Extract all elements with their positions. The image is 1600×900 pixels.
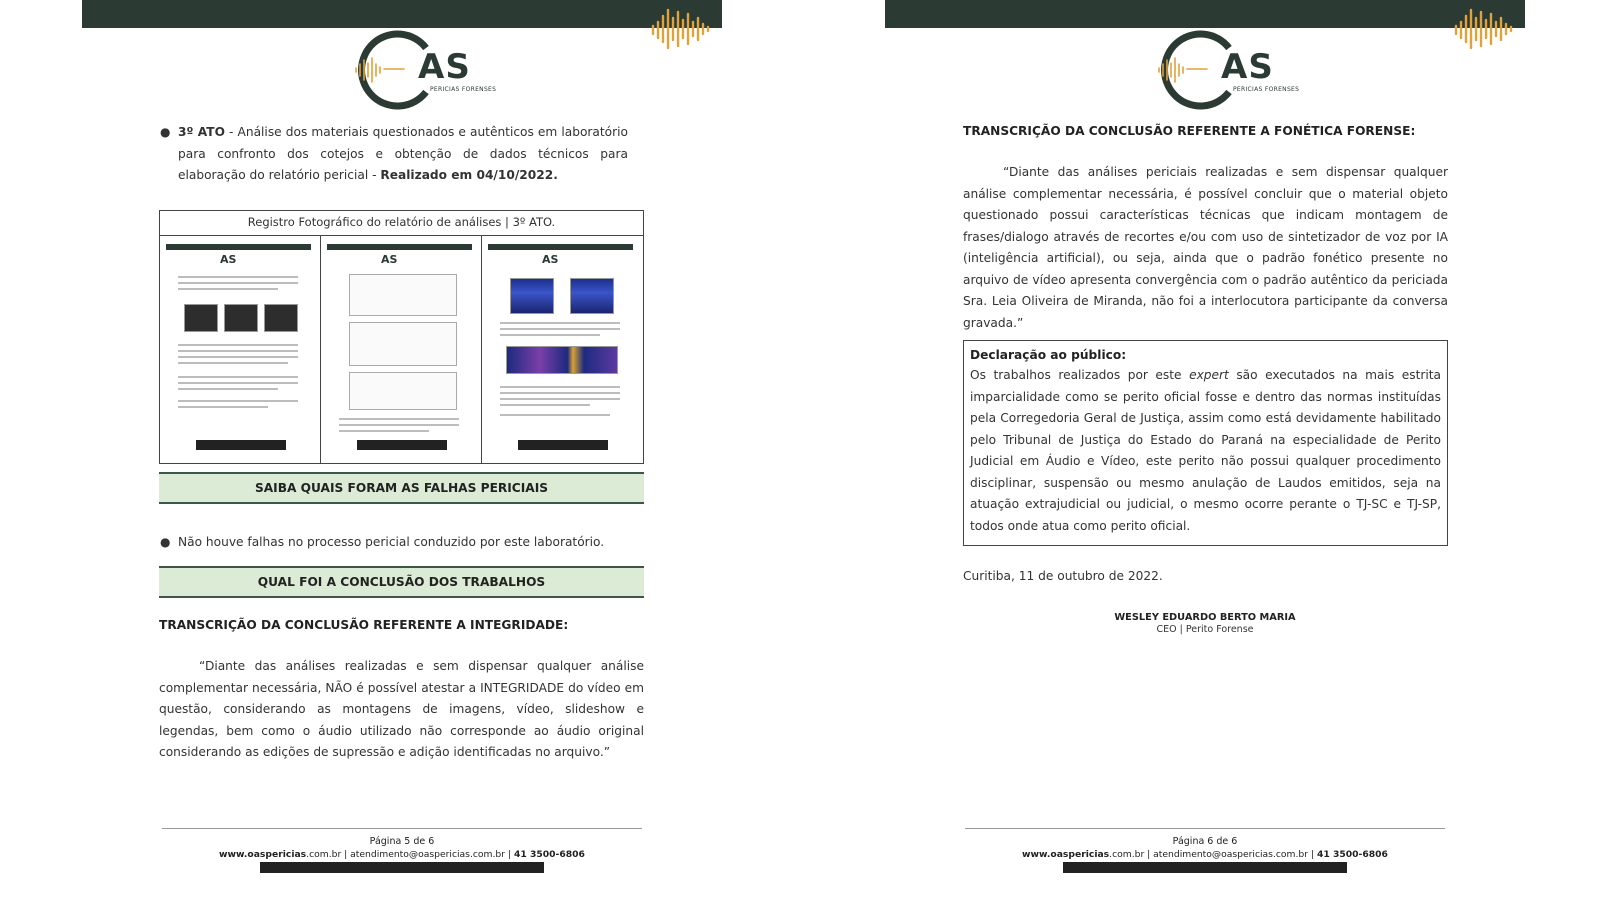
phonetics-heading: TRANSCRIÇÃO DA CONCLUSÃO REFERENTE A FONÉTICA FORENSE: <box>963 124 1416 138</box>
logo-text: AS <box>1221 47 1274 87</box>
declaration-text <box>970 365 1441 537</box>
thumbnail-image <box>264 304 298 332</box>
document-page-6 <box>885 0 1525 900</box>
logo-subtitle: PERICIAS FORENSES <box>1233 86 1300 93</box>
signer-role: CEO | Perito Forense <box>1156 624 1254 635</box>
soundwave-icon <box>1453 8 1515 50</box>
phonetics-quote: “Diante das análises periciais realizadas e sem dispensar qualquer análise complementar necessária, é possível concluir que o material objeto questionado possui características técnicas que indicam montagem de frases/dialogo através de recortes e/ou com uso de sintetizador de voz por IA (inteligência artificial), ou seja, ainda que o padrão fonético presente no arquivo de vídeo apresenta convergência com o padrão autêntico da periciada Sra. Leia Oliveira de Miranda, não foi a interlocutora participante da conversa gravada.” <box>963 165 1448 330</box>
footer-page-number: Página 5 de 6 <box>369 836 435 847</box>
thumbnail-table <box>349 322 457 366</box>
thumbnail-logo: AS <box>220 253 237 266</box>
act-bullet <box>160 122 628 187</box>
photo-caption: Registro Fotográfico do relatório de análises | 3º ATO. <box>247 215 556 229</box>
declaration-title: Declaração ao público: <box>970 348 1127 362</box>
logo-text: AS <box>418 47 471 87</box>
thumbnail-table <box>349 274 457 316</box>
soundwave-icon <box>650 8 712 50</box>
public-declaration-box <box>963 340 1448 546</box>
thumbnail-logo: AS <box>381 253 398 266</box>
document-page-5 <box>82 0 722 900</box>
redacted-bar <box>518 440 608 450</box>
footer-contact <box>885 849 1525 860</box>
spectrogram-image <box>510 278 554 314</box>
logo-subtitle: PERICIAS FORENSES <box>430 86 497 93</box>
report-thumbnail <box>160 236 321 464</box>
footer-site: www.oaspericias <box>1022 849 1110 860</box>
declaration-text-part: são executados na mais estrita imparcialidade como se perito oficial fosse e dentro das normas instituídas pela Corregedoria Geral de Justiça, assim como está devidamente habilitado pelo Tribunal de Justiça do Estado do Paraná na especialidade de Perito Judicial em Áudio e Vídeo, este perito não possui qualquer procedimento disciplinar, suspensão ou mesmo anulação de Laudos emitidos, seja na atuação extrajudicial ou judicial, o mesmo ocorre perante o TJ-SC e TJ-SP, todos onde atua como perito oficial. <box>970 368 1441 533</box>
thumbnail-image <box>184 304 218 332</box>
integrity-heading: TRANSCRIÇÃO DA CONCLUSÃO REFERENTE A INTEGRIDADE: <box>159 618 569 632</box>
footer-divider <box>162 828 642 829</box>
thumbnail-logo: AS <box>542 253 559 266</box>
spectrogram-image <box>506 346 618 374</box>
section-failures: SAIBA QUAIS FORAM AS FALHAS PERICIAIS <box>159 472 644 504</box>
failures-bullet <box>160 532 605 554</box>
place-date: Curitiba, 11 de outubro de 2022. <box>963 569 1163 583</box>
act-text: - Análise dos materiais questionados e autênticos em laboratório para confronto dos cotejos e obtenção de dados técnicos para elaboração do relatório pericial - <box>178 125 628 182</box>
footer-phone: 41 3500-6806 <box>513 849 585 860</box>
thumbnail-table <box>349 372 457 410</box>
footer-page-number: Página 6 de 6 <box>1172 836 1238 847</box>
bullet-dot-icon: ● <box>160 125 171 139</box>
failures-text: Não houve falhas no processo pericial conduzido por este laboratório. <box>178 535 605 549</box>
redacted-bar <box>196 440 286 450</box>
act-label: 3º ATO <box>178 125 225 139</box>
section-conclusion: QUAL FOI A CONCLUSÃO DOS TRABALHOS <box>159 566 644 598</box>
header-bar <box>82 0 722 28</box>
photo-thumbnails <box>160 235 643 463</box>
redacted-bar <box>357 440 447 450</box>
footer-contact <box>82 849 722 860</box>
footer-site: www.oaspericias <box>219 849 307 860</box>
photo-record-box <box>159 210 644 464</box>
company-logo <box>334 30 497 110</box>
signer-name: WESLEY EDUARDO BERTO MARIA <box>1114 612 1296 623</box>
footer-contact-rest: .com.br | atendimento@oaspericias.com.br | <box>306 849 514 860</box>
redacted-bar <box>260 862 544 873</box>
report-thumbnail <box>482 236 643 464</box>
act-done: Realizado em 04/10/2022. <box>380 168 558 182</box>
declaration-text-part: Os trabalhos realizados por este <box>970 368 1190 382</box>
header-bar <box>885 0 1525 28</box>
footer-divider <box>965 828 1445 829</box>
report-thumbnail <box>321 236 482 464</box>
spectrogram-image <box>570 278 614 314</box>
footer-phone: 41 3500-6806 <box>1316 849 1388 860</box>
bullet-dot-icon: ● <box>160 535 171 549</box>
declaration-expert: expert <box>1189 368 1229 382</box>
footer-contact-rest: .com.br | atendimento@oaspericias.com.br | <box>1109 849 1317 860</box>
thumbnail-image <box>224 304 258 332</box>
redacted-bar <box>1063 862 1347 873</box>
integrity-quote: “Diante das análises realizadas e sem dispensar qualquer análise complementar necessária, NÃO é possível atestar a INTEGRIDADE do vídeo em questão, considerando as montagens de imagens, vídeo, slideshow e legendas, bem como o áudio utilizado não corresponde ao áudio original considerando as edições de supressão e adição identificadas no arquivo.” <box>159 659 644 759</box>
company-logo <box>1137 30 1300 110</box>
